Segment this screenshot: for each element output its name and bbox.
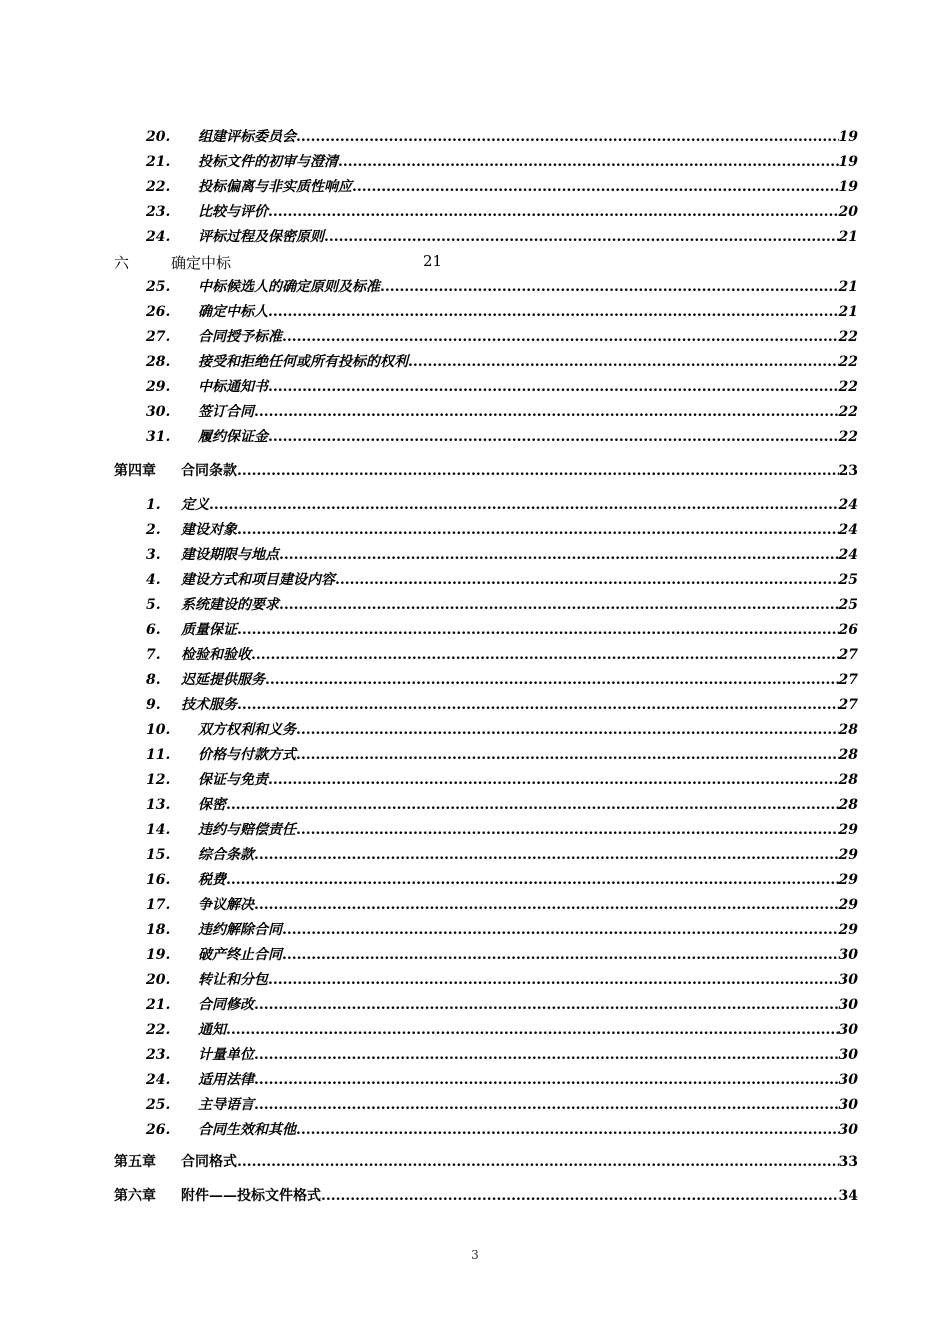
entry-body [198, 351, 858, 373]
entry-number: 24. [146, 229, 171, 245]
toc-entry[interactable] [0, 844, 950, 866]
entry-body [198, 276, 858, 298]
chapter-entry [181, 1151, 858, 1173]
toc-entry[interactable] [0, 376, 950, 398]
toc-entry[interactable] [0, 669, 950, 691]
entry-body [198, 844, 858, 866]
entry-number: 5. [146, 597, 161, 613]
toc-entry[interactable] [0, 201, 950, 223]
dot-leader [254, 401, 839, 423]
entry-page: 29 [838, 897, 858, 913]
entry-page: 19 [838, 154, 858, 170]
entry-title: 保密 [198, 797, 226, 813]
entry-title: 中标候选人的确定原则及标准 [198, 279, 380, 295]
dot-leader [324, 226, 839, 248]
entry-page: 25 [838, 572, 858, 588]
entry-title: 计量单位 [198, 1047, 254, 1063]
entry-number: 18. [146, 922, 171, 938]
entry-page: 21 [838, 279, 858, 295]
entry-number: 20. [146, 129, 171, 145]
entry-title: 违约与赔偿责任 [198, 822, 296, 838]
toc-chapter-4[interactable] [0, 460, 950, 482]
entry-number: 2. [146, 522, 161, 538]
entry-title: 比较与评价 [198, 204, 268, 220]
toc-entry[interactable] [0, 151, 950, 173]
entry-page: 24 [838, 547, 858, 563]
entry-body [198, 819, 858, 841]
entry-title: 签订合同 [198, 404, 254, 420]
toc-entry[interactable] [0, 544, 950, 566]
entry-number: 22. [146, 1022, 171, 1038]
toc-entry[interactable] [0, 694, 950, 716]
entry-page: 28 [838, 772, 858, 788]
entry-title: 定义 [181, 497, 209, 513]
entry-title: 争议解决 [198, 897, 254, 913]
dot-leader [338, 151, 839, 173]
entry-body [198, 944, 858, 966]
entry-body [198, 1119, 858, 1141]
dot-leader [268, 301, 839, 323]
toc-entry[interactable] [0, 594, 950, 616]
entry-body [198, 201, 858, 223]
chapter-title: 合同条款 [181, 463, 237, 479]
dot-leader [254, 894, 839, 916]
entry-page: 30 [838, 1097, 858, 1113]
dot-leader [268, 376, 839, 398]
entry-title: 保证与免责 [198, 772, 268, 788]
entry-number: 23. [146, 1047, 171, 1063]
entry-page: 27 [838, 672, 858, 688]
entry-body [198, 376, 858, 398]
entry-page: 21 [838, 304, 858, 320]
entry-title: 评标过程及保密原则 [198, 229, 324, 245]
entry-number: 7. [146, 647, 161, 663]
entry-page: 28 [838, 797, 858, 813]
entry-title: 转让和分包 [198, 972, 268, 988]
dot-leader [237, 694, 839, 716]
dot-leader [352, 176, 839, 198]
dot-leader [237, 1151, 839, 1173]
entry-body [198, 919, 858, 941]
entry-body [181, 694, 858, 716]
toc-entry[interactable] [0, 869, 950, 891]
entry-body [198, 869, 858, 891]
entry-title: 破产终止合同 [198, 947, 282, 963]
dot-leader [254, 844, 839, 866]
dot-leader [380, 276, 839, 298]
toc-entry[interactable] [0, 126, 950, 148]
entry-title: 建设方式和项目建设内容 [181, 572, 335, 588]
dot-leader [282, 944, 839, 966]
toc-entry[interactable] [0, 944, 950, 966]
entry-page: 27 [838, 647, 858, 663]
entry-number: 25. [146, 279, 171, 295]
toc-entry[interactable] [0, 351, 950, 373]
entry-title: 检验和验收 [181, 647, 251, 663]
entry-title: 系统建设的要求 [181, 597, 279, 613]
entry-title: 税费 [198, 872, 226, 888]
toc-chapter-5[interactable] [0, 1151, 950, 1173]
entry-number: 23. [146, 204, 171, 220]
entry-title: 投标偏离与非实质性响应 [198, 179, 352, 195]
entry-number: 1. [146, 497, 161, 513]
chapter-number: 第五章 [114, 1154, 156, 1170]
entry-number: 26. [146, 1122, 171, 1138]
dot-leader [265, 669, 839, 691]
entry-title: 中标通知书 [198, 379, 268, 395]
dot-leader [296, 819, 839, 841]
chapter-entry [181, 1185, 858, 1207]
chapter-page: 34 [838, 1188, 858, 1204]
entry-body [198, 301, 858, 323]
entry-page: 30 [838, 1022, 858, 1038]
toc-entry[interactable] [0, 176, 950, 198]
entry-page: 19 [838, 179, 858, 195]
entry-title: 技术服务 [181, 697, 237, 713]
entry-page: 29 [838, 922, 858, 938]
entry-number: 11. [146, 747, 171, 763]
entry-number: 12. [146, 772, 171, 788]
entry-number: 4. [146, 572, 161, 588]
toc-entry[interactable] [0, 769, 950, 791]
entry-page: 22 [838, 354, 858, 370]
chapter-title: 附件——投标文件格式 [181, 1188, 321, 1204]
section-six-page: 21 [423, 252, 443, 270]
toc-entry[interactable] [0, 276, 950, 298]
entry-title: 建设对象 [181, 522, 237, 538]
entry-title: 违约解除合同 [198, 922, 282, 938]
entry-page: 30 [838, 1047, 858, 1063]
entry-title: 合同授予标准 [198, 329, 282, 345]
entry-number: 27. [146, 329, 171, 345]
entry-number: 16. [146, 872, 171, 888]
entry-number: 3. [146, 547, 161, 563]
dot-leader [296, 1119, 839, 1141]
dot-leader [282, 919, 839, 941]
dot-leader [279, 544, 839, 566]
dot-leader [226, 794, 839, 816]
dot-leader [268, 201, 839, 223]
dot-leader [226, 869, 839, 891]
entry-page: 30 [838, 997, 858, 1013]
entry-page: 22 [838, 429, 858, 445]
entry-body [198, 151, 858, 173]
entry-page: 22 [838, 329, 858, 345]
dot-leader [268, 426, 839, 448]
entry-number: 22. [146, 179, 171, 195]
entry-page: 30 [838, 1122, 858, 1138]
toc-entry[interactable] [0, 426, 950, 448]
dot-leader [296, 719, 839, 741]
entry-body [181, 644, 858, 666]
toc-entry[interactable] [0, 519, 950, 541]
toc-entry[interactable] [0, 1019, 950, 1041]
toc-entry[interactable] [0, 1119, 950, 1141]
entry-body [181, 619, 858, 641]
chapter-title: 合同格式 [181, 1154, 237, 1170]
chapter-entry [181, 460, 858, 482]
entry-page: 28 [838, 747, 858, 763]
entry-body [198, 426, 858, 448]
chapter-page: 23 [838, 463, 858, 479]
entry-title: 综合条款 [198, 847, 254, 863]
entry-title: 投标文件的初审与澄清 [198, 154, 338, 170]
dot-leader [254, 994, 839, 1016]
toc-entry[interactable] [0, 794, 950, 816]
entry-number: 21. [146, 154, 171, 170]
entry-title: 确定中标人 [198, 304, 268, 320]
dot-leader [251, 644, 839, 666]
dot-leader [282, 326, 839, 348]
entry-body [198, 1069, 858, 1091]
entry-body [198, 226, 858, 248]
entry-body [198, 994, 858, 1016]
entry-body [198, 1094, 858, 1116]
entry-number: 29. [146, 379, 171, 395]
entry-body [198, 126, 858, 148]
entry-number: 19. [146, 947, 171, 963]
toc-entry[interactable] [0, 894, 950, 916]
entry-page: 22 [838, 379, 858, 395]
toc-entry[interactable] [0, 569, 950, 591]
entry-page: 30 [838, 1072, 858, 1088]
entry-body [198, 744, 858, 766]
dot-leader [408, 351, 839, 373]
dot-leader [321, 1185, 839, 1207]
dot-leader [296, 126, 839, 148]
entry-number: 9. [146, 697, 161, 713]
entry-title: 主导语言 [198, 1097, 254, 1113]
entry-body [181, 494, 858, 516]
entry-number: 25. [146, 1097, 171, 1113]
entry-number: 17. [146, 897, 171, 913]
entry-number: 13. [146, 797, 171, 813]
dot-leader [296, 744, 839, 766]
toc-entry[interactable] [0, 819, 950, 841]
entry-number: 30. [146, 404, 171, 420]
toc-entry[interactable] [0, 1044, 950, 1066]
entry-page: 25 [838, 597, 858, 613]
dot-leader [254, 1044, 839, 1066]
dot-leader [268, 769, 839, 791]
entry-body [198, 1019, 858, 1041]
dot-leader [254, 1069, 839, 1091]
entry-title: 接受和拒绝任何或所有投标的权利 [198, 354, 408, 370]
entry-page: 30 [838, 972, 858, 988]
entry-title: 通知 [198, 1022, 226, 1038]
toc-entry[interactable] [0, 919, 950, 941]
entry-page: 26 [838, 622, 858, 638]
entry-number: 28. [146, 354, 171, 370]
toc-entry[interactable] [0, 301, 950, 323]
entry-number: 24. [146, 1072, 171, 1088]
toc-entry[interactable] [0, 744, 950, 766]
toc-entry[interactable] [0, 619, 950, 641]
entry-page: 21 [838, 229, 858, 245]
entry-title: 双方权利和义务 [198, 722, 296, 738]
entry-number: 14. [146, 822, 171, 838]
entry-title: 履约保证金 [198, 429, 268, 445]
entry-page: 24 [838, 497, 858, 513]
dot-leader [279, 594, 839, 616]
entry-title: 迟延提供服务 [181, 672, 265, 688]
entry-body [181, 669, 858, 691]
toc-entry[interactable] [0, 401, 950, 423]
entry-title: 质量保证 [181, 622, 237, 638]
entry-page: 29 [838, 822, 858, 838]
entry-body [198, 769, 858, 791]
entry-page: 29 [838, 872, 858, 888]
section-six-number: 六 [114, 254, 130, 272]
entry-title: 组建评标委员会 [198, 129, 296, 145]
dot-leader [268, 969, 839, 991]
page-number: 3 [471, 1248, 479, 1262]
entry-number: 31. [146, 429, 171, 445]
toc-chapter-6[interactable] [0, 1185, 950, 1207]
entry-page: 28 [838, 722, 858, 738]
toc-entry[interactable] [0, 719, 950, 741]
toc-entry[interactable] [0, 326, 950, 348]
dot-leader [237, 519, 839, 541]
entry-page: 27 [838, 697, 858, 713]
chapter-page: 33 [838, 1154, 858, 1170]
dot-leader [335, 569, 839, 591]
toc-entry[interactable] [0, 644, 950, 666]
entry-page: 29 [838, 847, 858, 863]
chapter-number: 第六章 [114, 1188, 156, 1204]
entry-body [181, 519, 858, 541]
dot-leader [209, 494, 839, 516]
entry-title: 合同修改 [198, 997, 254, 1013]
entry-number: 15. [146, 847, 171, 863]
entry-page: 20 [838, 204, 858, 220]
entry-number: 6. [146, 622, 161, 638]
entry-body [198, 176, 858, 198]
entry-title: 合同生效和其他 [198, 1122, 296, 1138]
entry-body [198, 894, 858, 916]
entry-body [181, 594, 858, 616]
entry-body [198, 719, 858, 741]
chapter-number: 第四章 [114, 463, 156, 479]
entry-page: 30 [838, 947, 858, 963]
entry-body [181, 544, 858, 566]
dot-leader [226, 1019, 839, 1041]
entry-body [198, 326, 858, 348]
entry-body [198, 969, 858, 991]
entry-page: 24 [838, 522, 858, 538]
toc-entry[interactable] [0, 1069, 950, 1091]
toc-entry[interactable] [0, 1094, 950, 1116]
entry-page: 22 [838, 404, 858, 420]
entry-body [181, 569, 858, 591]
entry-body [198, 1044, 858, 1066]
entry-number: 10. [146, 722, 171, 738]
entry-number: 21. [146, 997, 171, 1013]
toc-entry[interactable] [0, 226, 950, 248]
entry-title: 价格与付款方式 [198, 747, 296, 763]
dot-leader [237, 619, 839, 641]
entry-body [198, 401, 858, 423]
dot-leader [254, 1094, 839, 1116]
toc-entry[interactable] [0, 969, 950, 991]
entry-page: 19 [838, 129, 858, 145]
entry-title: 适用法律 [198, 1072, 254, 1088]
toc-entry[interactable] [0, 994, 950, 1016]
entry-number: 26. [146, 304, 171, 320]
toc-entry[interactable] [0, 494, 950, 516]
entry-body [198, 794, 858, 816]
entry-number: 20. [146, 972, 171, 988]
entry-number: 8. [146, 672, 161, 688]
dot-leader [237, 460, 839, 482]
entry-title: 建设期限与地点 [181, 547, 279, 563]
section-six-title: 确定中标 [171, 254, 232, 272]
